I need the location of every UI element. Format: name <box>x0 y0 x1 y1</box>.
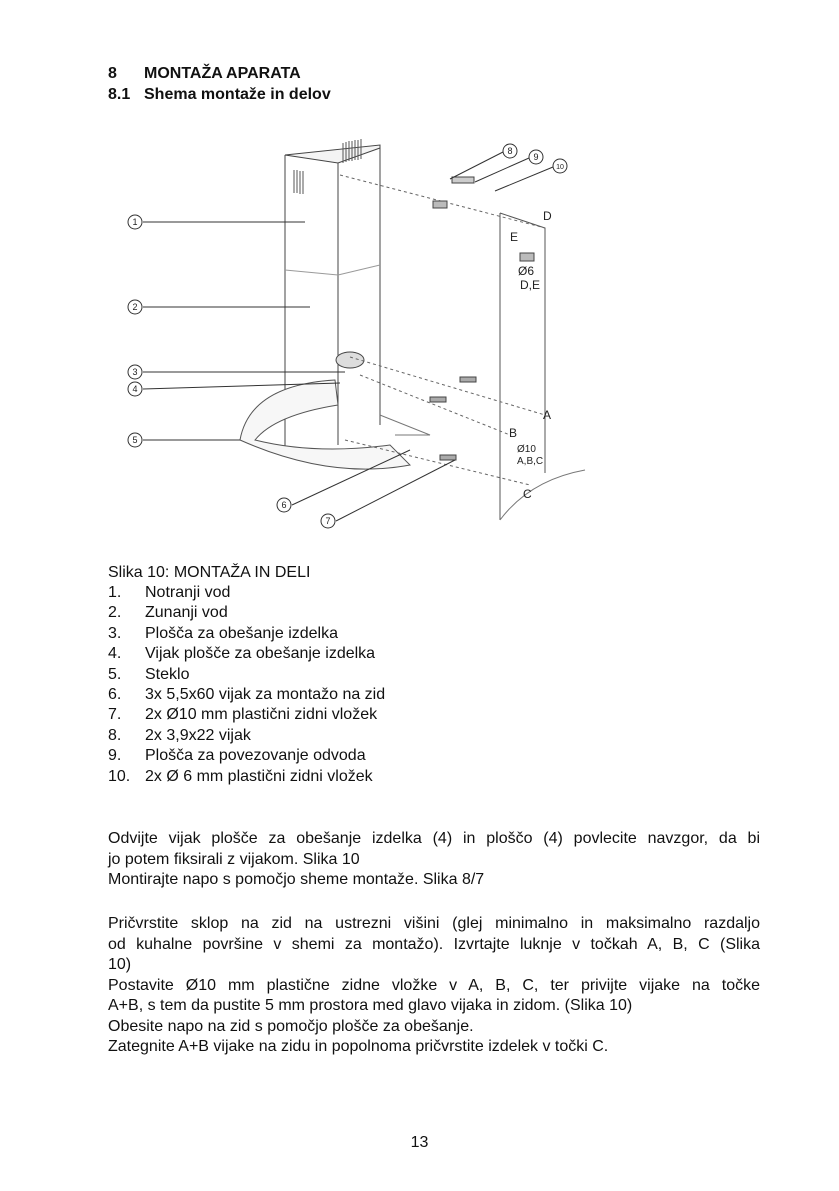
item-number: 9. <box>108 747 122 765</box>
paragraph-line: Pričvrstite sklop na zid na ustrezni višini (glej minimalno in maksimalno razdaljo <box>108 915 760 932</box>
callout-4: 4 <box>132 384 138 394</box>
plug-large-size: Ø10 <box>517 444 536 455</box>
item-text: 2x Ø 6 mm plastični zidni vložek <box>145 767 373 785</box>
list-item <box>108 583 385 603</box>
item-text: 2x 3,9x22 vijak <box>145 726 251 744</box>
item-number: 2. <box>108 604 122 622</box>
subsection-heading <box>108 85 331 105</box>
callout-2: 2 <box>132 302 138 312</box>
connection-plate <box>452 177 474 183</box>
callout-10: 10 <box>556 164 564 171</box>
point-label-d: D <box>543 209 552 223</box>
item-number: 7. <box>108 706 122 724</box>
item-text: Plošča za obešanje izdelka <box>145 624 339 642</box>
item-number: 3. <box>108 624 122 642</box>
paragraph-line: od kuhalne površine v shemi za montažo). Izvrtajte luknje v točkah A, B, C (Slika <box>108 935 760 953</box>
item-text: Steklo <box>145 665 190 683</box>
list-item <box>108 624 385 644</box>
figure-caption: Slika 10: MONTAŽA IN DELI <box>108 564 311 581</box>
paragraph-line: Obesite napo na zid s pomočjo plošče za obešanje. <box>108 1017 474 1035</box>
chimney-top <box>285 145 380 163</box>
callout-3: 3 <box>132 367 138 377</box>
point-label-a: A <box>543 408 552 422</box>
list-item <box>108 767 385 787</box>
point-label-e: E <box>510 230 519 244</box>
point-label-b: B <box>509 426 518 440</box>
assembly-diagram <box>100 135 600 530</box>
list-item <box>108 644 385 664</box>
item-number: 8. <box>108 726 122 744</box>
plug-c <box>440 455 456 460</box>
point-label-c: C <box>523 487 532 501</box>
vent-slots-left <box>294 170 303 194</box>
screw-a <box>460 377 476 382</box>
item-number: 1. <box>108 584 122 601</box>
plug-d-e <box>433 201 447 208</box>
callout-6: 6 <box>281 500 287 510</box>
item-text: 2x Ø10 mm plastični zidni vložek <box>145 706 378 724</box>
list-item <box>108 603 385 623</box>
paragraph-line: A+B, s tem da pustite 5 mm prostora med glavo vijaka in zidom. (Slika 10) <box>108 997 633 1014</box>
parts-list <box>108 583 385 787</box>
page-number: 13 <box>410 1134 429 1151</box>
list-item <box>108 665 385 685</box>
plug-small-points: D,E <box>520 278 541 292</box>
callout-5: 5 <box>132 435 138 445</box>
list-item <box>108 726 385 746</box>
list-item <box>108 746 385 766</box>
callout-9: 9 <box>533 152 539 162</box>
subsection-title: Shema montaže in delov <box>144 86 331 103</box>
item-number: 4. <box>108 645 122 663</box>
paragraph-line: Zategnite A+B vijake na zidu in popolnoma pričvrstite izdelek v točki C. <box>108 1038 609 1055</box>
glass-canopy <box>240 380 410 469</box>
item-number: 6. <box>108 686 122 704</box>
vent-slots-right <box>343 139 361 163</box>
plug-e-side <box>520 253 534 261</box>
plug-large-points: A,B,C <box>517 456 544 467</box>
item-text: Notranji vod <box>145 584 231 601</box>
screw-b <box>430 397 446 402</box>
item-text: 3x 5,5x60 vijak za montažo na zid <box>145 686 386 704</box>
item-text: Plošča za povezovanje odvoda <box>145 747 366 765</box>
instruction-paragraph-1 <box>108 829 760 891</box>
item-number: 10. <box>108 767 131 785</box>
callout-8: 8 <box>507 146 513 156</box>
item-number: 5. <box>108 665 122 683</box>
instruction-paragraph-2 <box>108 914 760 1058</box>
paragraph-line: jo potem fiksirali z vijakom. Slika 10 <box>108 850 360 868</box>
paragraph-line: 10) <box>108 956 132 973</box>
list-item <box>108 705 385 725</box>
paragraph-line: Montirajte napo s pomočjo sheme montaže. Slika 8/7 <box>108 871 485 888</box>
item-text: Zunanji vod <box>145 604 228 622</box>
callout-1: 1 <box>132 217 138 227</box>
section-number: 8 <box>108 65 117 82</box>
paragraph-line: Postavite Ø10 mm plastične zidne vložke v A, B, C, ter privijte vijake na točke <box>108 976 760 994</box>
duct-split-line <box>285 270 338 275</box>
item-text: Vijak plošče za obešanje izdelka <box>145 645 376 663</box>
callout-7: 7 <box>325 516 331 526</box>
list-item <box>108 685 385 705</box>
paragraph-line: Odvijte vijak plošče za obešanje izdelka (4) in ploščo (4) povlecite navzgor, da bi <box>108 830 760 847</box>
section-heading <box>108 64 301 84</box>
section-title: MONTAŽA APARATA <box>144 65 301 82</box>
plug-small-size: Ø6 <box>518 264 535 278</box>
hanging-plate <box>336 352 364 368</box>
subsection-number: 8.1 <box>108 86 131 103</box>
